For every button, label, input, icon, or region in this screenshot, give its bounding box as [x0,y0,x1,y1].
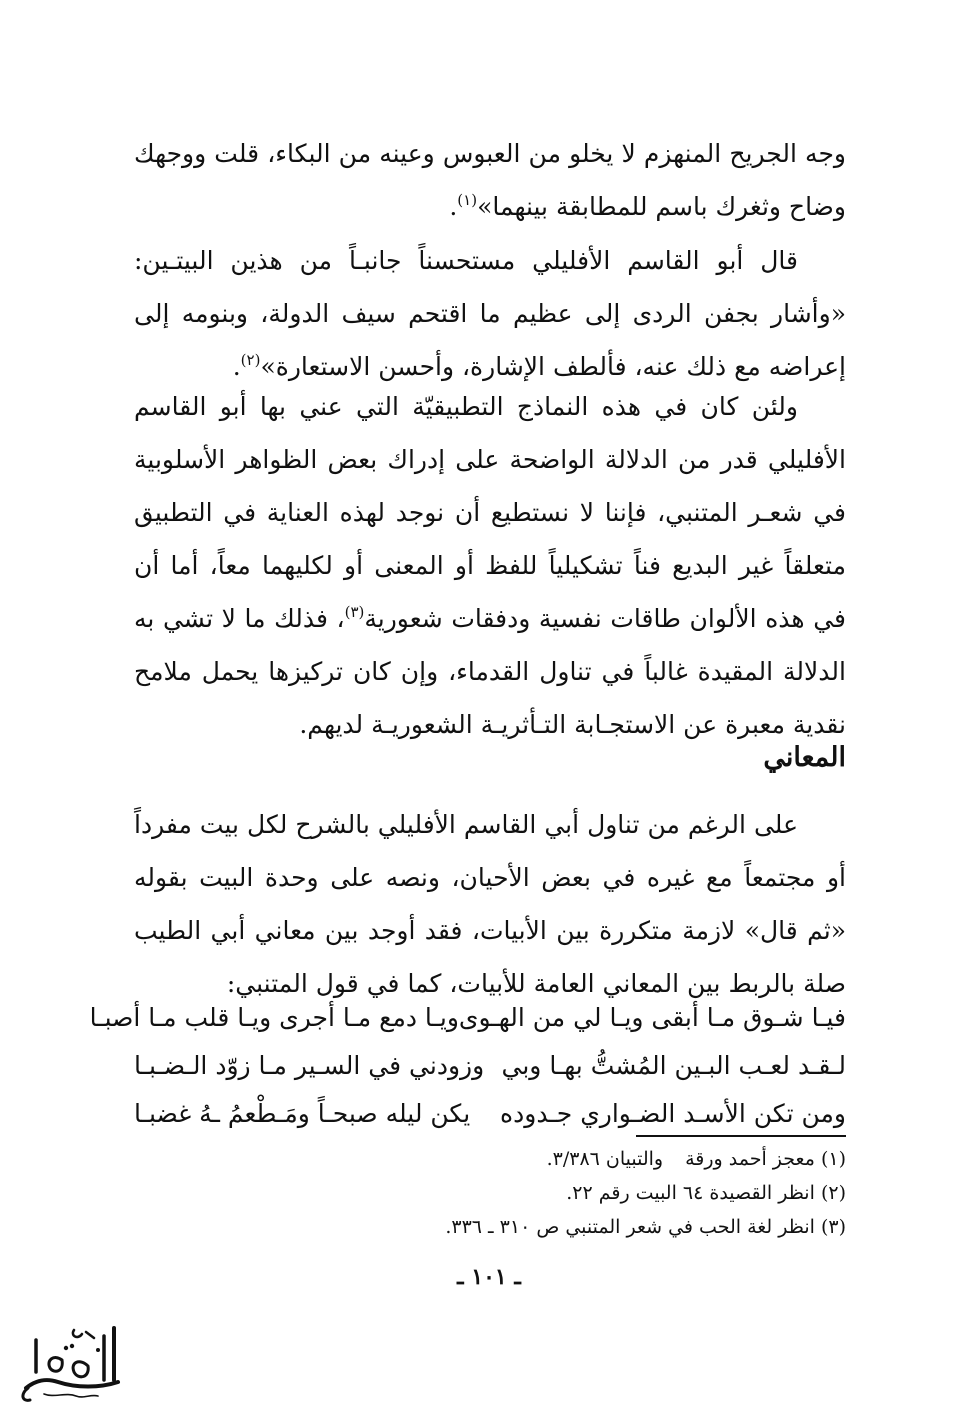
footnote-item [134,1142,846,1176]
paragraph-3-text-b: ، فذلك ما لا تشي به الدلالة المقيدة غالباً في تناول القدماء، وإن كان تركيزها يحمل ملامح نقدية معبرة عن الاستجـابة التـأثريـة الشعوريـة لديهم. [134,604,846,739]
footnote-text-extra: والتبيان ٣/٣٨٦. [546,1148,664,1170]
paragraph-3 [134,380,846,751]
footnote-number: (١) [820,1148,846,1170]
poem-verses [89,994,846,1138]
verse-second-hemistich: يكن ليله صبحـاً ومَـطْعمُ ـهُ غضبـا [134,1099,471,1128]
footnote-text: انظر القصيدة ٦٤ البيت رقم ٢٢. [566,1182,815,1204]
footnote-item [134,1176,846,1210]
verse-row [89,994,846,1042]
paragraph-1-tail: . [449,192,458,221]
footnote-ref-2: (٢) [240,351,261,369]
verse-first-hemistich: لـقـد لعـب البـين المُشتُّ بهـا وبي [501,1051,846,1080]
footnotes-list [134,1142,846,1244]
verse-first-hemistich: ومن تكن الأسـد الضـواري جـدوده [500,1099,846,1128]
verse-first-hemistich: فيـا شـوق مـا أبقى ويـا لي من الهـوى [458,1003,846,1032]
paragraph-2-tail: . [232,352,241,381]
footnote-ref-1: (١) [457,191,478,209]
footnote-text: انظر لغة الحب في شعر المتنبي ص ٣١٠ ـ ٣٣٦. [445,1216,815,1238]
section-paragraph [134,798,846,1010]
paragraph-2-text: قال أبو القاسم الأفليلي مستحسناً جانبـاً من هذين البيتـين: «وأشار بجفن الردى إلى عظيم ما اقتحم سيف الدولة، وبنومه إلى إعراضه مع ذلك عنه، فألطف الإشارة، وأحسن الاستعارة» [134,246,846,381]
section-heading: المعاني [763,742,846,773]
section-paragraph-text: على الرغم من تناول أبي القاسم الأفليلي بالشرح لكل بيت مفرداً أو مجتمعاً مع غيره في بعض الأحيان، ونصه على وحدة البيت بقوله «ثم قال» لازمة متكررة بين الأبيات، فقد أوجد بين معاني أبي الطيب صلة بالربط بين المعاني العامة للأبيات، كما في قول المتنبي: [134,810,846,998]
paragraph-1 [134,127,846,233]
footnote-item [134,1210,846,1244]
paragraph-2 [134,234,846,393]
page-number: ـ ١٠١ ـ [457,1264,521,1290]
footnote-separator [636,1135,846,1137]
paragraph-3-text-a: ولئن كان في هذه النماذج التطبيقيّة التي عني بها أبو القاسم الأفليلي قدر من الدلالة الواضحة على إدراك بعض الظواهر الأسلوبية في شعـر المتنبي، فإننا لا نستطيع أن نوجد لهذه العناية في التطبيق متعلقاً غير البديع فناً تشكيلياً للفظ أو المعنى أو لكليهما معاً، أما أن في هذه الألوان طاقات نفسية ودفقات شعورية [134,392,846,633]
footnote-text: معجز أحمد ورقة [685,1148,815,1170]
footnote-number: (٣) [820,1216,846,1238]
footnote-number: (٢) [820,1182,846,1204]
calligraphy-logo-icon [14,1322,126,1406]
verse-second-hemistich: وزودني في السـير مـا زوّد الـضـبـا [134,1051,485,1080]
footnote-ref-3: (٣) [344,603,365,621]
verse-row [134,1042,846,1090]
verse-row [134,1090,846,1138]
paragraph-1-text: وجه الجريح المنهزم لا يخلو من العبوس وعينه من البكاء، قلت ووجهك وضاح وثغرك باسم للمطابقة بينهما» [134,139,846,221]
verse-second-hemistich: ويـا دمع مـا أجرى ويـا قلب مـا أصبـا [89,1003,459,1032]
